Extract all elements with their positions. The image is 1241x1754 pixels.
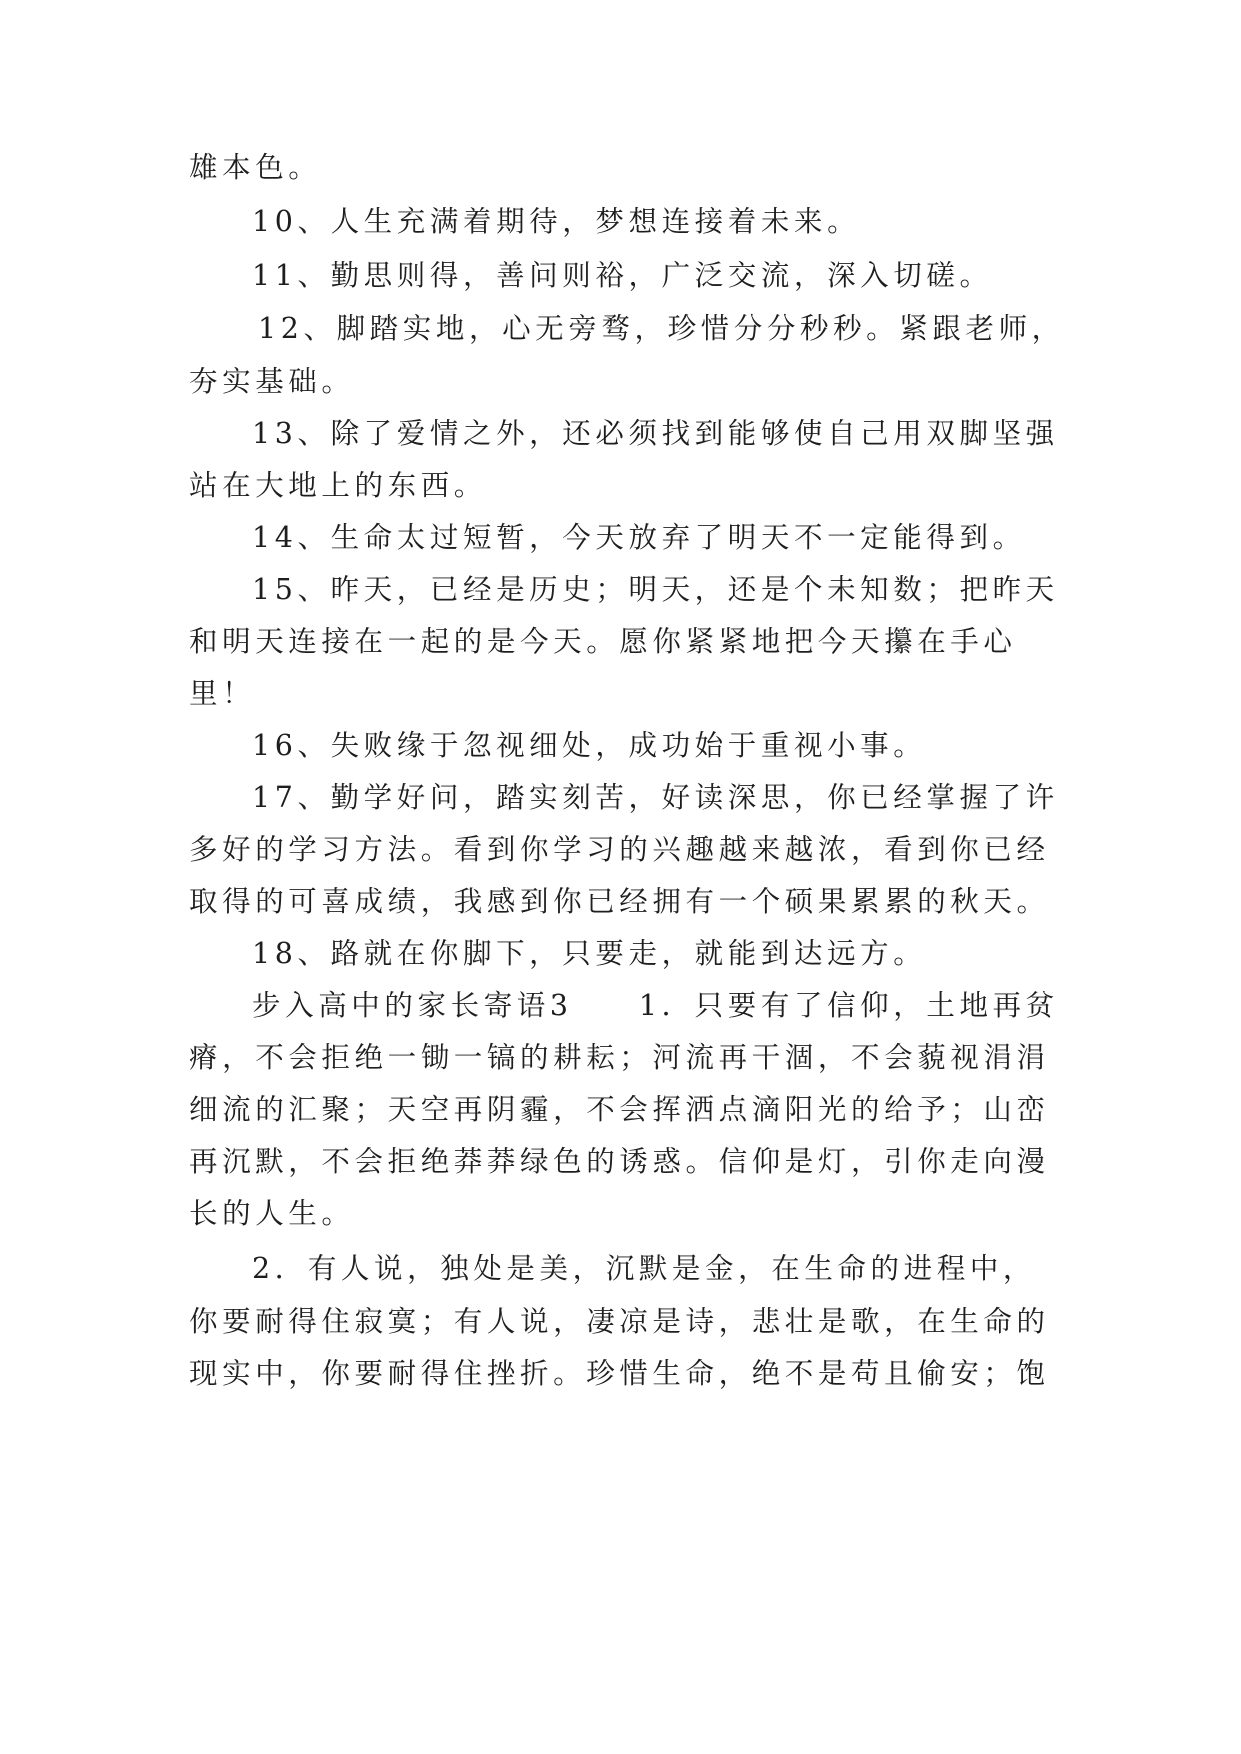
text-line: 15、昨天，已经是历史；明天，还是个未知数；把昨天 bbox=[252, 573, 1059, 606]
text-line: 长的人生。 bbox=[189, 1197, 355, 1230]
text-line: 取得的可喜成绩，我感到你已经拥有一个硕果累累的秋天。 bbox=[189, 885, 1050, 918]
text-line: 现实中，你要耐得住挫折。珍惜生命，绝不是苟且偷安；饱 bbox=[189, 1357, 1050, 1390]
text-line: 再沉默，不会拒绝莽莽绿色的诱惑。信仰是灯，引你走向漫 bbox=[189, 1145, 1050, 1178]
text-line: 10、人生充满着期待，梦想连接着未来。 bbox=[252, 205, 861, 238]
text-line: 细流的汇聚；天空再阴霾，不会挥洒点滴阳光的给予；山峦 bbox=[189, 1093, 1050, 1126]
text-line: 17、勤学好问，踏实刻苦，好读深思，你已经掌握了许 bbox=[252, 781, 1059, 814]
text-line: 站在大地上的东西。 bbox=[189, 469, 487, 502]
text-line: 13、除了爱情之外，还必须找到能够使自己用双脚坚强 bbox=[252, 417, 1059, 450]
text-line: 18、路就在你脚下，只要走，就能到达远方。 bbox=[252, 937, 927, 970]
text-line: 雄本色。 bbox=[189, 151, 322, 184]
text-line: 12、脚踏实地，心无旁骛，珍惜分分秒秒。紧跟老师， bbox=[258, 312, 1065, 345]
text-line: 2．有人说，独处是美，沉默是金，在生命的进程中， bbox=[252, 1252, 1037, 1285]
text-line: 和明天连接在一起的是今天。愿你紧紧地把今天攥在手心 bbox=[189, 625, 1017, 658]
text-line: 里！ bbox=[189, 677, 256, 710]
text-line: 步入高中的家长寄语3 1．只要有了信仰，土地再贫 bbox=[252, 989, 1059, 1022]
text-line: 11、勤思则得，善问则裕，广泛交流，深入切磋。 bbox=[252, 259, 993, 292]
text-line: 16、失败缘于忽视细处，成功始于重视小事。 bbox=[252, 729, 927, 762]
text-line: 瘠，不会拒绝一锄一镐的耕耘；河流再干涸，不会藐视涓涓 bbox=[189, 1041, 1050, 1074]
text-line: 14、生命太过短暂，今天放弃了明天不一定能得到。 bbox=[252, 521, 1026, 554]
text-line: 夯实基础。 bbox=[189, 365, 355, 398]
text-line: 你要耐得住寂寞；有人说，凄凉是诗，悲壮是歌，在生命的 bbox=[189, 1305, 1050, 1338]
text-line: 多好的学习方法。看到你学习的兴趣越来越浓，看到你已经 bbox=[189, 833, 1050, 866]
